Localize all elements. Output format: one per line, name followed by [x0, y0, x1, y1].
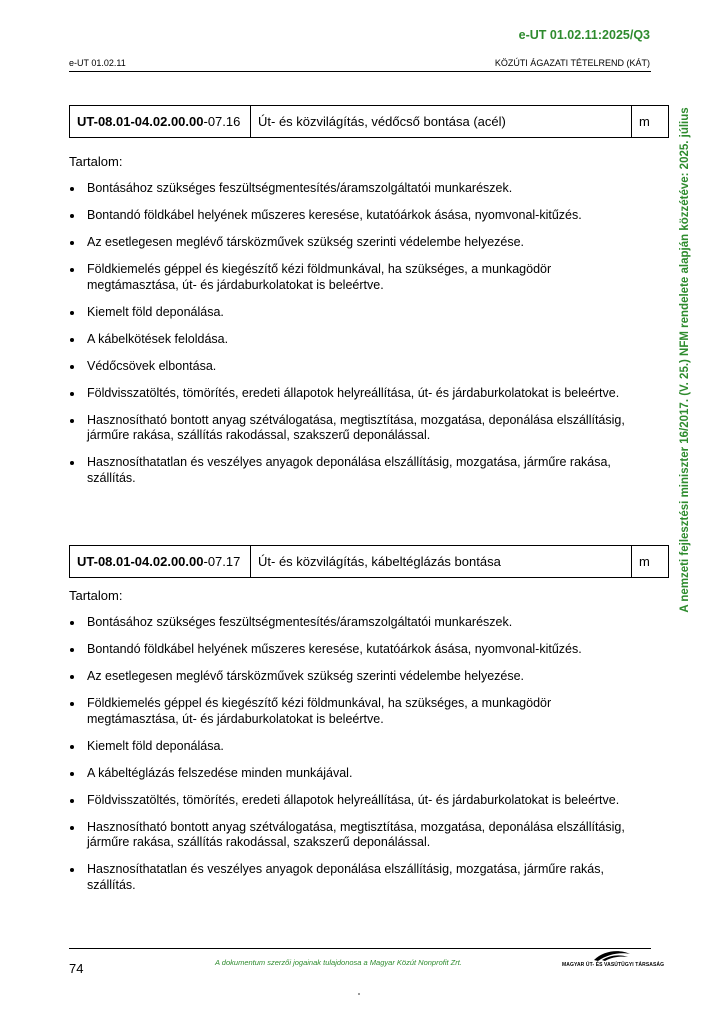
- copyright-notice: A dokumentum szerzői jogainak tulajdonosa a Magyar Közút Nonprofit Zrt.: [215, 958, 462, 967]
- list-item: A kábelkötések feloldása.: [69, 332, 639, 348]
- item-unit: m: [639, 114, 650, 129]
- item-unit: m: [639, 554, 650, 569]
- list-item: Földkiemelés géppel és kiegészítő kézi földmunkával, ha szükséges, a munkagödör megtámasztása, út- és járdaburkolatokat is beleértve.: [69, 262, 639, 293]
- list-item: Hasznosítható bontott anyag szétválogatása, megtisztítása, mozgatása, deponálása elszállításig, járműre rakása, szállítás rakodással, szakszerű deponálással.: [69, 820, 639, 851]
- list-item: A kábeltéglázás felszedése minden munkájával.: [69, 766, 639, 782]
- list-item: Bontandó földkábel helyének műszeres keresése, kutatóárkok ásása, nyomvonal-kitűzés.: [69, 642, 639, 658]
- item-description: Út- és közvilágítás, kábeltéglázás bontása: [251, 546, 632, 577]
- document-code: e-UT 01.02.11:2025/Q3: [518, 28, 650, 42]
- list-item: Kiemelt föld deponálása.: [69, 305, 639, 321]
- item-table-1: [69, 105, 669, 138]
- logo-text: MAGYAR ÚT- ÉS VASÚTÜGYI TÁRSASÁG: [562, 962, 665, 968]
- page-dot: [358, 993, 360, 995]
- header-right: KÖZÚTI ÁGAZATI TÉTELREND (KÁT): [494, 58, 650, 68]
- list-item: Az esetlegesen meglévő társközművek szükség szerinti védelembe helyezése.: [69, 235, 639, 251]
- list-item: Kiemelt föld deponálása.: [69, 739, 639, 755]
- bullet-list-2: [69, 615, 639, 905]
- page-number: 74: [69, 961, 84, 976]
- header-left: e-UT 01.02.11: [69, 58, 126, 68]
- header-rule: [69, 71, 651, 72]
- item-code-cell: [70, 106, 251, 137]
- item-table-2: [69, 545, 669, 578]
- list-item: Bontásához szükséges feszültségmentesítés/áramszolgáltatói munkarészek.: [69, 615, 639, 631]
- item-code-main: UT-08.01-04.02.00.00: [77, 114, 204, 129]
- item-code-main: UT-08.01-04.02.00.00: [77, 554, 204, 569]
- list-item: Földvisszatöltés, tömörítés, eredeti állapotok helyreállítása, út- és járdaburkolatokat is beleértve.: [69, 386, 639, 402]
- list-item: Földvisszatöltés, tömörítés, eredeti állapotok helyreállítása, út- és járdaburkolatokat is beleértve.: [69, 793, 639, 809]
- list-item: Védőcsövek elbontása.: [69, 359, 639, 375]
- item-code-suffix: -07.17: [203, 554, 241, 569]
- list-item: Bontandó földkábel helyének műszeres keresése, kutatóárkok ásása, nyomvonal-kitűzés.: [69, 208, 639, 224]
- list-item: Hasznosítható bontott anyag szétválogatása, megtisztítása, mozgatása, deponálása elszállításig, járműre rakása, szállítás rakodással, szakszerű deponálással.: [69, 413, 639, 444]
- side-note: A nemzeti fejlesztési miniszter 16/2017. (V. 25.) NFM rendelete alapján közzétéve: 2025. július: [679, 107, 691, 613]
- item-description: Út- és közvilágítás, védőcső bontása (acél): [251, 106, 632, 137]
- list-item: Bontásához szükséges feszültségmentesítés/áramszolgáltatói munkarészek.: [69, 181, 639, 197]
- list-item: Az esetlegesen meglévő társközművek szükség szerinti védelembe helyezése.: [69, 669, 639, 685]
- contents-label: Tartalom:: [69, 588, 123, 603]
- item-code-suffix: -07.16: [203, 114, 241, 129]
- bullet-list-1: [69, 181, 639, 498]
- contents-label: Tartalom:: [69, 154, 123, 169]
- list-item: Hasznosíthatatlan és veszélyes anyagok deponálása elszállításig, mozgatása, járműre rakása, szállítás.: [69, 455, 639, 486]
- list-item: Földkiemelés géppel és kiegészítő kézi földmunkával, ha szükséges, a munkagödör megtámasztása, út- és járdaburkolatokat is beleértve.: [69, 696, 639, 727]
- list-item: Hasznosíthatatlan és veszélyes anyagok deponálása elszállításig, mozgatása, járműre rakás, szállítás.: [69, 862, 639, 893]
- company-logo-icon: [562, 948, 657, 972]
- item-code-cell: [70, 546, 251, 577]
